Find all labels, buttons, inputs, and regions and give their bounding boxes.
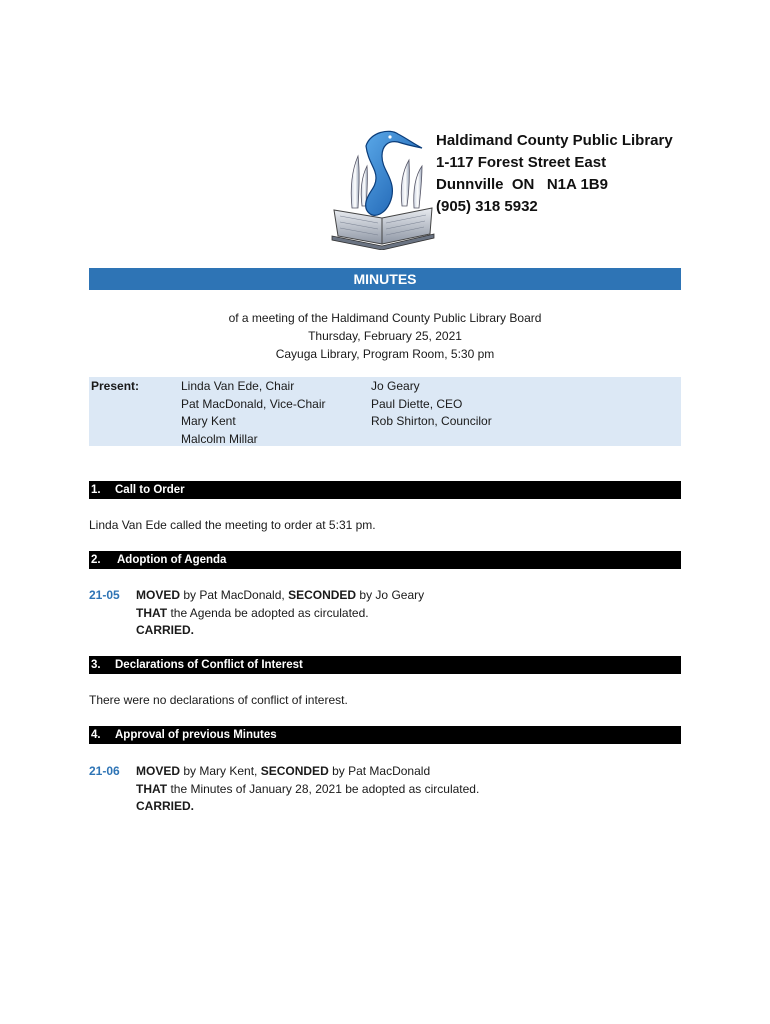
conflict-text: There were no declarations of conflict of interest. bbox=[89, 693, 348, 707]
city-postal: Dunnville ON N1A 1B9 bbox=[436, 176, 608, 193]
motion-block bbox=[89, 587, 681, 641]
motion-body bbox=[136, 587, 424, 640]
meeting-line-1: of a meeting of the Haldimand County Public Library Board bbox=[228, 311, 542, 325]
attendee-column-2 bbox=[371, 378, 492, 431]
motion-result: CARRIED. bbox=[136, 623, 195, 637]
street-address: 1-117 Forest Street East bbox=[436, 154, 607, 171]
section-heading-conflict-of-interest bbox=[89, 656, 681, 674]
motion-body bbox=[136, 763, 479, 816]
motion-text: the Minutes of January 28, 2021 be adopted as circulated. bbox=[167, 781, 480, 796]
seconded-keyword: SECONDED bbox=[288, 588, 357, 602]
phone-number: (905) 318 5932 bbox=[436, 198, 538, 215]
moved-keyword: MOVED bbox=[136, 764, 181, 778]
section-heading-call-to-order bbox=[89, 481, 681, 499]
section-number: 3. bbox=[91, 659, 101, 671]
call-to-order-text: Linda Van Ede called the meeting to order at 5:31 pm. bbox=[89, 518, 376, 532]
attendee: Rob Shirton, Councilor bbox=[371, 414, 492, 428]
section-number: 4. bbox=[91, 729, 101, 741]
attendee-column-1 bbox=[181, 378, 326, 448]
section-title: Approval of previous Minutes bbox=[115, 729, 277, 741]
seconded-by: by Jo Geary bbox=[356, 588, 425, 602]
motion-block bbox=[89, 763, 681, 817]
seconded-by: by Pat MacDonald bbox=[328, 764, 431, 778]
present-label: Present: bbox=[91, 379, 140, 393]
attendee: Malcolm Millar bbox=[181, 431, 258, 446]
attendee: Paul Diette, CEO bbox=[371, 396, 463, 411]
motion-text: the Agenda be adopted as circulated. bbox=[167, 605, 369, 620]
library-logo bbox=[330, 126, 436, 250]
attendee: Linda Van Ede, Chair bbox=[181, 379, 295, 393]
section-title: Call to Order bbox=[115, 484, 185, 496]
section-number: 1. bbox=[91, 484, 101, 496]
seconded-keyword: SECONDED bbox=[260, 764, 329, 778]
moved-by: by Mary Kent, bbox=[180, 764, 261, 778]
attendee: Jo Geary bbox=[371, 379, 420, 393]
attendee: Pat MacDonald, Vice-Chair bbox=[181, 396, 326, 411]
moved-by: by Pat MacDonald, bbox=[180, 588, 289, 602]
motion-number: 21-05 bbox=[89, 588, 120, 602]
section-heading-previous-minutes bbox=[89, 726, 681, 744]
meeting-location: Cayuga Library, Program Room, 5:30 pm bbox=[275, 347, 495, 361]
section-heading-adoption-of-agenda bbox=[89, 551, 681, 569]
meeting-info bbox=[89, 309, 681, 363]
minutes-title: MINUTES bbox=[89, 268, 681, 290]
library-address bbox=[436, 130, 673, 218]
moved-keyword: MOVED bbox=[136, 588, 181, 602]
section-number: 2. bbox=[91, 554, 101, 566]
meeting-date: Thursday, February 25, 2021 bbox=[308, 329, 462, 343]
org-name: Haldimand County Public Library bbox=[436, 132, 673, 149]
that-keyword: THAT bbox=[136, 781, 168, 796]
that-keyword: THAT bbox=[136, 605, 168, 620]
section-title: Adoption of Agenda bbox=[117, 554, 227, 566]
motion-number: 21-06 bbox=[89, 764, 120, 778]
attendee: Mary Kent bbox=[181, 414, 236, 428]
motion-result: CARRIED. bbox=[136, 799, 195, 813]
attendance-box bbox=[89, 377, 681, 446]
section-title: Declarations of Conflict of Interest bbox=[115, 659, 303, 671]
